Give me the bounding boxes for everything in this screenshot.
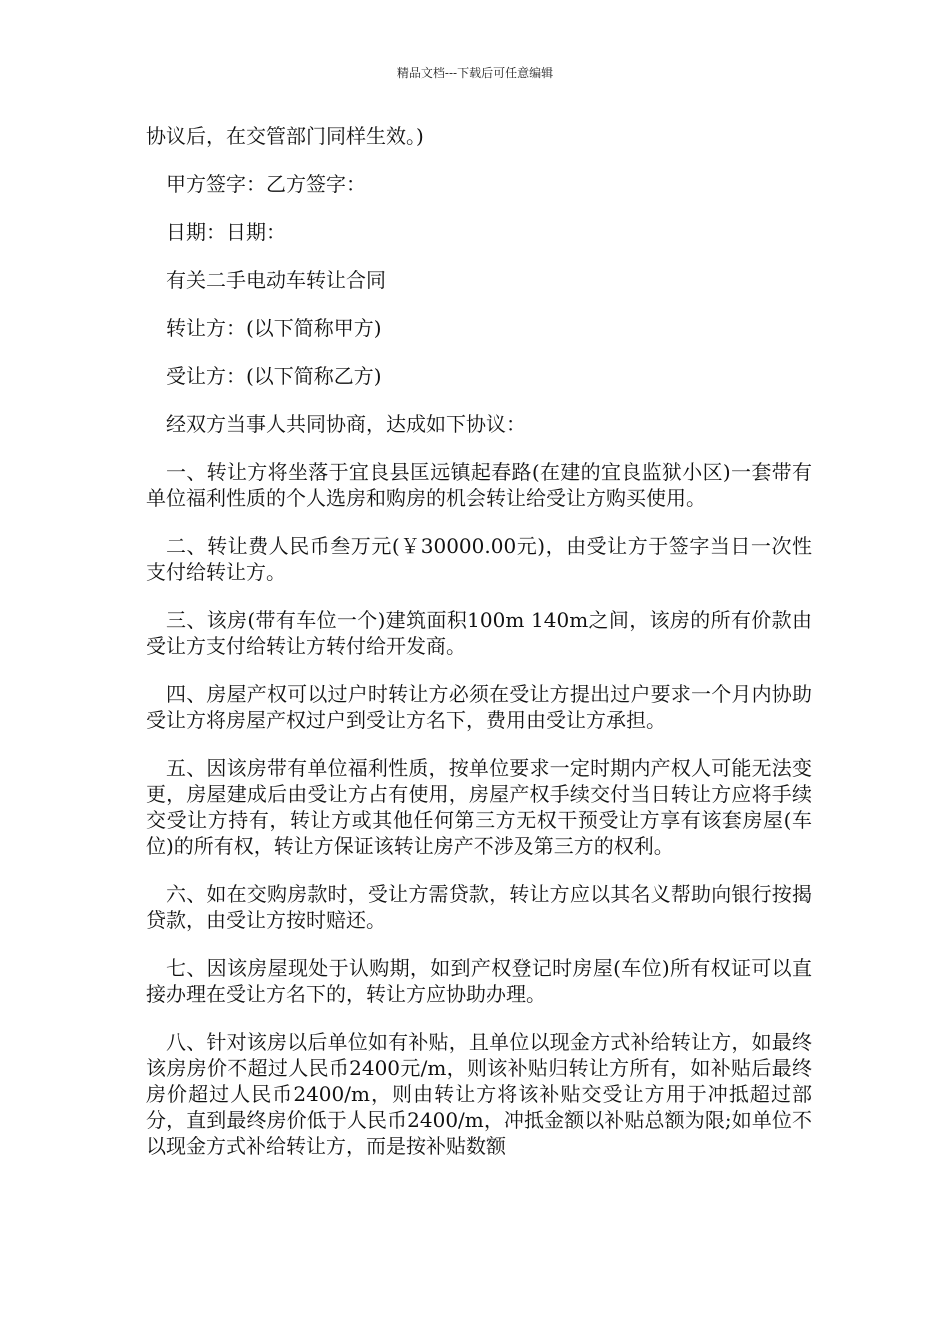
- paragraph-transferee: 受让方：(以下简称乙方): [166, 364, 382, 388]
- paragraph-clause-2: 二、转让费人民币叁万元(￥30000.00元)，由受让方于签字当日一次性支付给转让方。: [146, 534, 812, 584]
- paragraph-transferor: 转让方：(以下简称甲方): [166, 316, 382, 340]
- paragraph-clause-1: 一、转让方将坐落于宜良县匡远镇起春路(在建的宜良监狱小区)一套带有单位福利性质的个人选房和购房的机会转让给受让方购买使用。: [146, 460, 812, 510]
- paragraph-contract-title: 有关二手电动车转让合同: [166, 268, 386, 292]
- paragraph-clause-7: 七、因该房屋现处于认购期，如到产权登记时房屋(车位)所有权证可以直接办理在受让方名下的，转让方应协助办理。: [146, 956, 812, 1006]
- document-body: [146, 123, 812, 1181]
- paragraph-clause-6: 六、如在交购房款时，受让方需贷款，转让方应以其名义帮助向银行按揭贷款，由受让方按时赔还。: [146, 882, 812, 932]
- paragraph-clause-3: 三、该房(带有车位一个)建筑面积100m 140m之间，该房的所有价款由受让方支付给转让方转付给开发商。: [146, 608, 812, 658]
- paragraph-continuation: 协议后，在交管部门同样生效。): [146, 124, 424, 148]
- paragraph-preamble: 经双方当事人共同协商，达成如下协议：: [166, 412, 526, 436]
- paragraph-clause-4: 四、房屋产权可以过户时转让方必须在受让方提出过户要求一个月内协助受让方将房屋产权过户到受让方名下，费用由受让方承担。: [146, 682, 812, 732]
- paragraph-clause-5: 五、因该房带有单位福利性质，按单位要求一定时期内产权人可能无法变更，房屋建成后由受让方占有使用，房屋产权手续交付当日转让方应将手续交受让方持有，转让方或其他任何第三方无权干预受让方享有该套房屋(车位)的所有权，转让方保证该转让房产不涉及第三方的权利。: [146, 756, 812, 858]
- paragraph-signatures: 甲方签字：乙方签字：: [166, 172, 366, 196]
- paragraph-dates: 日期：日期：: [166, 220, 286, 244]
- paragraph-clause-8: 八、针对该房以后单位如有补贴，且单位以现金方式补给转让方，如最终该房房价不超过人民币2400元/m，则该补贴归转让方所有，如补贴后最终房价超过人民币2400/m，则由转让方将该补贴交受让方用于冲抵超过部分，直到最终房价低于人民币2400/m，冲抵金额以补贴总额为限;如单位不以现金方式补给转让方，而是按补贴数额: [146, 1030, 812, 1158]
- page-header-watermark: 精品文档---下载后可任意编辑: [396, 66, 554, 80]
